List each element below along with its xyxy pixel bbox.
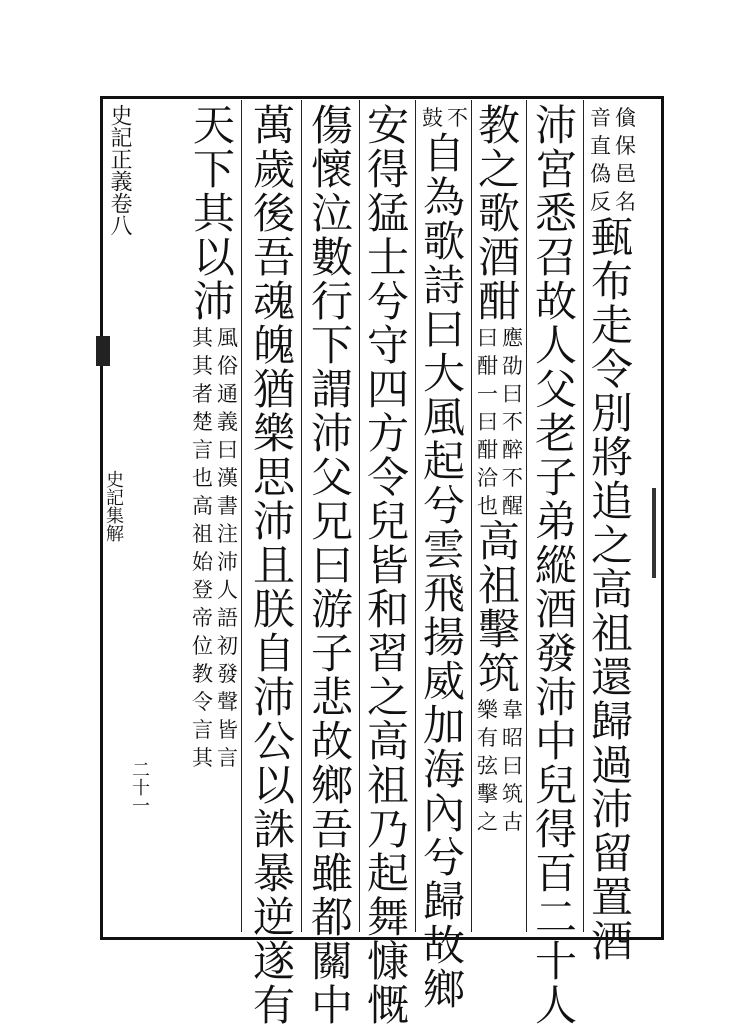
column-rule (526, 100, 527, 932)
main-char: 安 (366, 101, 409, 150)
commentary-char: 其 (192, 326, 213, 350)
main-char: 置 (590, 873, 633, 922)
commentary-char: 通 (217, 382, 238, 406)
commentary-char: 書 (217, 494, 238, 518)
main-char: 甀 (590, 213, 633, 262)
main-char: 曰 (422, 305, 465, 354)
commentary-char: 擊 (477, 782, 498, 806)
commentary-char: 直 (590, 134, 611, 158)
main-char: 兮 (422, 481, 465, 530)
main-char: 宮 (534, 145, 577, 194)
main-char: 萬 (252, 101, 295, 150)
commentary-char: 偽 (590, 162, 611, 186)
main-char: 人 (534, 321, 577, 370)
main-text-run (590, 213, 634, 966)
commentary-line (422, 104, 443, 132)
main-char: 飛 (422, 569, 465, 618)
column-rule (583, 100, 584, 932)
commentary-char: 其 (192, 746, 213, 770)
main-char: 悉 (534, 189, 577, 238)
main-char: 之 (366, 673, 409, 722)
commentary-char: 不 (447, 106, 468, 130)
commentary-char: 祖 (192, 522, 213, 546)
main-char: 歌 (477, 189, 520, 238)
main-char: 四 (366, 365, 409, 414)
main-char: 逆 (252, 893, 295, 942)
commentary-line (477, 696, 498, 836)
main-char: 謂 (310, 365, 353, 414)
main-char: 兮 (366, 277, 409, 326)
main-char: 其 (192, 189, 235, 238)
commentary-char: 教 (192, 662, 213, 686)
main-char: 舞 (366, 893, 409, 942)
main-char: 之 (590, 521, 633, 570)
commentary-char: 一 (477, 382, 498, 406)
main-char: 遂 (252, 937, 295, 986)
commentary-char: 曰 (502, 382, 523, 406)
main-char: 關 (310, 937, 353, 986)
main-text-run (310, 101, 354, 1030)
main-char: 有 (252, 981, 295, 1030)
commentary-char: 筑 (502, 782, 523, 806)
main-char: 酣 (477, 277, 520, 326)
main-char: 習 (366, 629, 409, 678)
main-char: 吾 (310, 805, 353, 854)
main-char: 歲 (252, 145, 295, 194)
commentary-run (422, 104, 468, 132)
main-char: 故 (310, 717, 353, 766)
main-char: 傷 (310, 101, 353, 150)
main-char: 教 (477, 101, 520, 150)
commentary-char: 昭 (502, 726, 523, 750)
commentary-char: 義 (217, 410, 238, 434)
main-char: 留 (590, 829, 633, 878)
main-char: 令 (590, 345, 633, 394)
main-char: 兒 (366, 497, 409, 546)
main-char: 為 (422, 173, 465, 222)
main-char: 起 (422, 437, 465, 486)
main-char: 祖 (366, 761, 409, 810)
main-char: 加 (422, 701, 465, 750)
main-char: 都 (310, 893, 353, 942)
margin-title: 史記正義卷八 (107, 104, 132, 236)
main-char: 公 (252, 717, 295, 766)
commentary-char: 者 (192, 382, 213, 406)
main-char: 守 (366, 321, 409, 370)
commentary-char: 酣 (477, 438, 498, 462)
commentary-char: 語 (217, 606, 238, 630)
main-char: 歌 (422, 217, 465, 266)
main-char: 兒 (534, 761, 577, 810)
commentary-char: 沛 (217, 550, 238, 574)
commentary-char: 樂 (477, 698, 498, 722)
commentary-char: 始 (192, 550, 213, 574)
main-char: 別 (590, 389, 633, 438)
commentary-char: 保 (615, 134, 636, 158)
main-char: 酒 (590, 917, 633, 966)
commentary-line (477, 324, 498, 520)
main-char: 下 (310, 321, 353, 370)
main-char: 慷 (366, 937, 409, 986)
commentary-line (217, 324, 238, 772)
main-char: 行 (310, 277, 353, 326)
main-char: 詩 (422, 261, 465, 310)
main-char: 高 (590, 565, 633, 614)
main-char: 懷 (310, 145, 353, 194)
commentary-line (447, 104, 468, 132)
main-char: 沛 (534, 673, 577, 722)
main-char: 沛 (192, 277, 235, 326)
main-char: 曰 (310, 541, 353, 590)
main-char: 內 (422, 789, 465, 838)
main-char: 思 (252, 453, 295, 502)
main-char: 數 (310, 233, 353, 282)
main-char: 二 (534, 893, 577, 942)
commentary-char: 楚 (192, 410, 213, 434)
main-char: 慨 (366, 981, 409, 1030)
main-char: 故 (534, 277, 577, 326)
column-rule (415, 100, 416, 932)
main-char: 沛 (310, 409, 353, 458)
main-char: 兄 (310, 497, 353, 546)
main-text-run (477, 517, 521, 698)
main-char: 士 (366, 233, 409, 282)
main-char: 令 (366, 453, 409, 502)
main-char: 猶 (252, 365, 295, 414)
main-char: 高 (366, 717, 409, 766)
commentary-char: 曰 (477, 410, 498, 434)
main-char: 人 (534, 981, 577, 1030)
main-char: 筑 (477, 649, 520, 698)
main-char: 之 (477, 145, 520, 194)
main-char: 沛 (534, 101, 577, 150)
main-char: 子 (534, 453, 577, 502)
main-char: 沛 (590, 785, 633, 834)
commentary-char: 曰 (217, 438, 238, 462)
main-char: 鄉 (310, 761, 353, 810)
main-char: 雖 (310, 849, 353, 898)
main-text-run (477, 101, 521, 326)
main-char: 吾 (252, 233, 295, 282)
commentary-line (615, 104, 636, 216)
commentary-run (590, 104, 636, 216)
commentary-char: 反 (590, 190, 611, 214)
commentary-char: 醒 (502, 494, 523, 518)
main-char: 魄 (252, 321, 295, 370)
main-char: 下 (192, 145, 235, 194)
main-char: 父 (534, 365, 577, 414)
commentary-char: 韋 (502, 698, 523, 722)
commentary-line (502, 324, 523, 520)
main-char: 老 (534, 409, 577, 458)
main-char: 子 (310, 629, 353, 678)
commentary-char: 弦 (477, 754, 498, 778)
main-char: 乃 (366, 805, 409, 854)
main-char: 朕 (252, 585, 295, 634)
main-char: 追 (590, 477, 633, 526)
main-text-run (534, 101, 578, 1030)
commentary-char: 曰 (477, 326, 498, 350)
commentary-char: 初 (217, 634, 238, 658)
fish-tail-mark (96, 336, 110, 366)
main-char: 天 (192, 101, 235, 150)
main-text-run (252, 101, 296, 1030)
main-char: 還 (590, 653, 633, 702)
column-rule (471, 100, 472, 932)
commentary-char: 醉 (502, 438, 523, 462)
page-number: 二十一 (129, 760, 150, 814)
main-text-run (422, 129, 466, 1014)
commentary-char: 酣 (477, 354, 498, 378)
commentary-char: 名 (615, 190, 636, 214)
main-char: 游 (310, 585, 353, 634)
main-char: 弟 (534, 497, 577, 546)
commentary-char: 鼓 (422, 106, 443, 130)
commentary-line (590, 104, 611, 216)
main-char: 兮 (422, 833, 465, 882)
commentary-char: 言 (192, 718, 213, 742)
margin-subtitle: 史記集解 (103, 470, 124, 542)
commentary-run (192, 324, 238, 772)
main-char: 沛 (252, 673, 295, 722)
main-char: 且 (252, 541, 295, 590)
main-char: 風 (422, 393, 465, 442)
commentary-char: 發 (217, 662, 238, 686)
commentary-char: 古 (502, 810, 523, 834)
commentary-char: 不 (502, 410, 523, 434)
main-char: 祖 (590, 609, 633, 658)
main-char: 悲 (310, 673, 353, 722)
main-char: 歸 (422, 877, 465, 926)
main-char: 以 (252, 761, 295, 810)
main-char: 過 (590, 741, 633, 790)
commentary-char: 高 (192, 494, 213, 518)
main-char: 大 (422, 349, 465, 398)
main-char: 祖 (477, 561, 520, 610)
commentary-char: 劭 (502, 354, 523, 378)
main-char: 得 (366, 145, 409, 194)
commentary-char: 言 (192, 438, 213, 462)
main-char: 縱 (534, 541, 577, 590)
commentary-char: 聲 (217, 690, 238, 714)
main-char: 將 (590, 433, 633, 482)
main-char: 中 (310, 981, 353, 1030)
main-char: 高 (477, 517, 520, 566)
commentary-char: 風 (217, 326, 238, 350)
commentary-char: 應 (502, 326, 523, 350)
commentary-char: 也 (477, 494, 498, 518)
main-char: 自 (422, 129, 465, 178)
main-char: 和 (366, 585, 409, 634)
main-char: 皆 (366, 541, 409, 590)
commentary-char: 言 (217, 746, 238, 770)
commentary-run (477, 696, 523, 836)
commentary-char: 皆 (217, 718, 238, 742)
main-char: 發 (534, 629, 577, 678)
main-char: 暴 (252, 849, 295, 898)
main-char: 雲 (422, 525, 465, 574)
main-char: 猛 (366, 189, 409, 238)
commentary-char: 之 (477, 810, 498, 834)
column-rule (301, 100, 302, 932)
commentary-char: 漢 (217, 466, 238, 490)
main-char: 十 (534, 937, 577, 986)
main-char: 布 (590, 257, 633, 306)
main-char: 得 (534, 805, 577, 854)
main-char: 召 (534, 233, 577, 282)
main-char: 鄉 (422, 965, 465, 1014)
main-char: 沛 (252, 497, 295, 546)
commentary-char: 有 (477, 726, 498, 750)
main-char: 揚 (422, 613, 465, 662)
commentary-char: 帝 (192, 606, 213, 630)
main-text-run (366, 101, 410, 1030)
commentary-char: 俗 (217, 354, 238, 378)
commentary-char: 不 (502, 466, 523, 490)
commentary-char: 登 (192, 578, 213, 602)
main-char: 酒 (477, 233, 520, 282)
main-char: 起 (366, 849, 409, 898)
main-char: 後 (252, 189, 295, 238)
main-char: 海 (422, 745, 465, 794)
commentary-char: 令 (192, 690, 213, 714)
commentary-line (502, 696, 523, 836)
main-char: 歸 (590, 697, 633, 746)
main-char: 擊 (477, 605, 520, 654)
main-char: 樂 (252, 409, 295, 458)
main-text-run (192, 101, 236, 326)
main-char: 酒 (534, 585, 577, 634)
main-char: 以 (192, 233, 235, 282)
commentary-line (192, 324, 213, 772)
main-char: 故 (422, 921, 465, 970)
commentary-char: 僋 (615, 106, 636, 130)
main-char: 中 (534, 717, 577, 766)
main-char: 威 (422, 657, 465, 706)
frame-edge-mark (652, 488, 656, 578)
commentary-char: 曰 (502, 754, 523, 778)
commentary-char: 位 (192, 634, 213, 658)
column-rule (241, 100, 242, 932)
main-char: 走 (590, 301, 633, 350)
commentary-char: 洽 (477, 466, 498, 490)
main-char: 方 (366, 409, 409, 458)
main-char: 百 (534, 849, 577, 898)
commentary-char: 人 (217, 578, 238, 602)
commentary-char: 邑 (615, 162, 636, 186)
main-char: 魂 (252, 277, 295, 326)
commentary-char: 也 (192, 466, 213, 490)
commentary-run (477, 324, 523, 520)
main-char: 父 (310, 453, 353, 502)
main-char: 泣 (310, 189, 353, 238)
commentary-char: 音 (590, 106, 611, 130)
column-rule (359, 100, 360, 932)
main-char: 誅 (252, 805, 295, 854)
main-char: 自 (252, 629, 295, 678)
commentary-char: 其 (192, 354, 213, 378)
commentary-char: 注 (217, 522, 238, 546)
